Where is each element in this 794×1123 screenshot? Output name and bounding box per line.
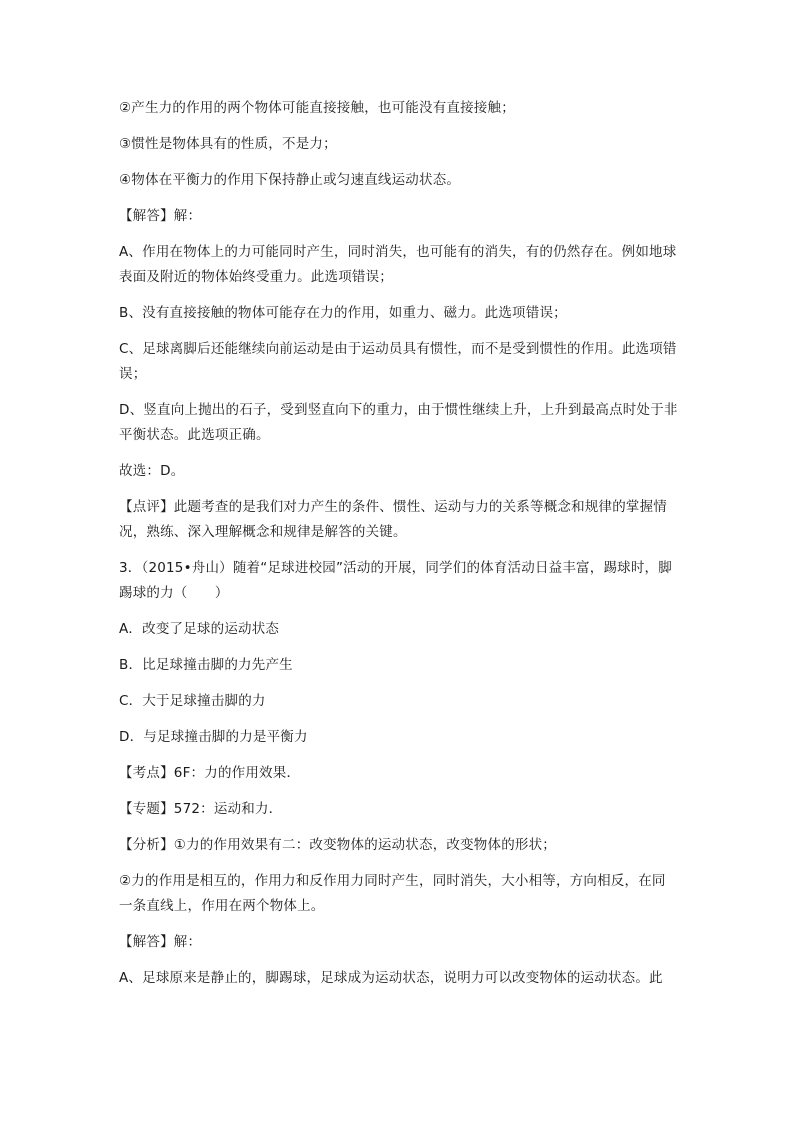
question-3-option-c: C．大于足球撞击脚的力 (119, 693, 266, 709)
question-3-option-b: B．比足球撞击脚的力先产生 (119, 657, 293, 673)
answer-option-b: B、没有直接接触的物体可能存在力的作用，如重力、磁力。此选项错误； (119, 305, 567, 321)
document-body (119, 96, 679, 1002)
analysis-point-2: ②产生力的作用的两个物体可能直接接触，也可能没有直接接触； (119, 100, 515, 116)
question-3-stem: 3．（2015•舟山）随着“足球进校园”活动的开展，同学们的体育活动日益丰富，踢球时，脚踢球的力（ ） (119, 560, 672, 601)
answer-option-c: C、足球离脚后还能继续向前运动是由于运动员具有惯性，而不是受到惯性的作用。此选项错误； (119, 341, 677, 382)
knowledge-point: 【考点】6F：力的作用效果． (119, 765, 301, 781)
question-3-option-d: D．与足球撞击脚的力是平衡力 (119, 729, 308, 745)
analysis-point-4: ④物体在平衡力的作用下保持静止或匀速直线运动状态。 (119, 172, 461, 188)
answer-choice: 故选：D。 (119, 463, 185, 479)
answer-option-a-2: A、足球原来是静止的，脚踢球，足球成为运动状态，说明力可以改变物体的运动状态。此 (119, 970, 663, 986)
analysis-point-3: ③惯性是物体具有的性质，不是力； (119, 136, 337, 152)
answer-heading-2: 【解答】解： (119, 934, 202, 950)
analysis-point-2b: ②力的作用是相互的，作用力和反作用力同时产生，同时消失，大小相等，方向相反，在同一条直线上，作用在两个物体上。 (119, 873, 666, 914)
topic: 【专题】572：运动和力． (119, 801, 283, 817)
analysis-point-1: 【分析】①力的作用效果有二：改变物体的运动状态，改变物体的形状； (119, 837, 557, 853)
question-3-option-a: A．改变了足球的运动状态 (119, 621, 280, 637)
answer-option-a: A、作用在物体上的力可能同时产生，同时消失，也可能有的消失，有的仍然存在。例如地球表面及附近的物体始终受重力。此选项错误； (119, 244, 677, 285)
answer-heading: 【解答】解： (119, 208, 202, 224)
comment-paragraph: 【点评】此题考查的是我们对力产生的条件、惯性、运动与力的关系等概念和规律的掌握情况，熟练、深入理解概念和规律是解答的关键。 (119, 499, 667, 540)
answer-option-d: D、竖直向上抛出的石子，受到竖直向下的重力，由于惯性继续上升，上升到最高点时处于非平衡状态。此选项正确。 (119, 402, 678, 443)
